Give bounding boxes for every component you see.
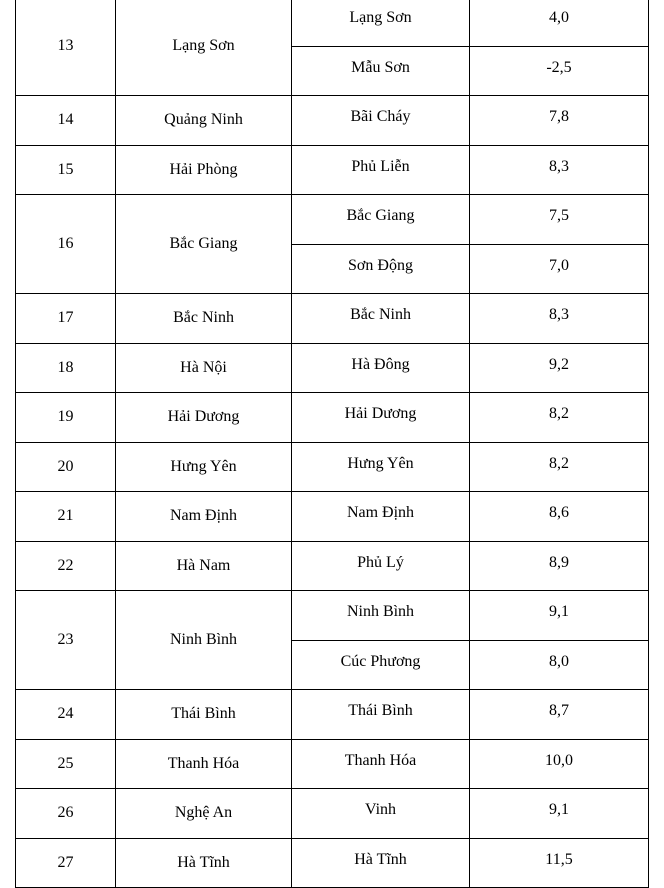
table-row — [16, 195, 649, 245]
station-cell: Phủ Liễn — [292, 145, 470, 195]
station-cell: Hà Tĩnh — [292, 838, 470, 888]
temperature-value-cell: 4,0 — [470, 0, 649, 46]
province-cell: Nghệ An — [116, 789, 292, 839]
temperature-value-cell: 8,7 — [470, 690, 649, 740]
temperature-value-cell: 8,2 — [470, 393, 649, 443]
province-cell: Ninh Bình — [116, 591, 292, 690]
station-cell: Bắc Ninh — [292, 294, 470, 344]
table-row — [16, 0, 649, 46]
temperature-value-cell: 9,1 — [470, 591, 649, 641]
province-cell: Quảng Ninh — [116, 96, 292, 146]
province-cell: Hà Nội — [116, 343, 292, 393]
province-cell: Hà Nam — [116, 541, 292, 591]
temperature-value-cell: 8,3 — [470, 294, 649, 344]
row-number-cell: 18 — [16, 343, 116, 393]
row-number-cell: 16 — [16, 195, 116, 294]
temperature-value-cell: 8,6 — [470, 492, 649, 542]
row-number-cell: 25 — [16, 739, 116, 789]
table-row — [16, 294, 649, 344]
station-cell: Sơn Động — [292, 244, 470, 294]
table-row — [16, 492, 649, 542]
temperature-value-cell: 8,2 — [470, 442, 649, 492]
row-number-cell: 14 — [16, 96, 116, 146]
station-cell: Bãi Cháy — [292, 96, 470, 146]
temperature-value-cell: 10,0 — [470, 739, 649, 789]
temperature-value-cell: 7,5 — [470, 195, 649, 245]
table-row — [16, 343, 649, 393]
station-cell: Vinh — [292, 789, 470, 839]
station-cell: Hà Đông — [292, 343, 470, 393]
row-number-cell: 17 — [16, 294, 116, 344]
table-row — [16, 145, 649, 195]
province-cell: Lạng Sơn — [116, 0, 292, 96]
temperature-table — [15, 0, 649, 888]
station-cell: Bắc Giang — [292, 195, 470, 245]
province-cell: Hưng Yên — [116, 442, 292, 492]
station-cell: Mẫu Sơn — [292, 46, 470, 96]
province-cell: Thanh Hóa — [116, 739, 292, 789]
temperature-value-cell: 7,0 — [470, 244, 649, 294]
row-number-cell: 13 — [16, 0, 116, 96]
table-row — [16, 789, 649, 839]
table-row — [16, 442, 649, 492]
row-number-cell: 20 — [16, 442, 116, 492]
station-cell: Ninh Bình — [292, 591, 470, 641]
row-number-cell: 21 — [16, 492, 116, 542]
temperature-value-cell: -2,5 — [470, 46, 649, 96]
table-row — [16, 96, 649, 146]
province-cell: Bắc Ninh — [116, 294, 292, 344]
temperature-value-cell: 9,1 — [470, 789, 649, 839]
row-number-cell: 22 — [16, 541, 116, 591]
row-number-cell: 27 — [16, 838, 116, 888]
station-cell: Hải Dương — [292, 393, 470, 443]
province-cell: Thái Bình — [116, 690, 292, 740]
row-number-cell: 23 — [16, 591, 116, 690]
temperature-value-cell: 8,3 — [470, 145, 649, 195]
station-cell: Thái Bình — [292, 690, 470, 740]
province-cell: Hà Tĩnh — [116, 838, 292, 888]
province-cell: Nam Định — [116, 492, 292, 542]
row-number-cell: 19 — [16, 393, 116, 443]
province-cell: Hải Phòng — [116, 145, 292, 195]
table-row — [16, 541, 649, 591]
table-row — [16, 591, 649, 641]
table-row — [16, 739, 649, 789]
province-cell: Hải Dương — [116, 393, 292, 443]
station-cell: Cúc Phương — [292, 640, 470, 690]
station-cell: Phủ Lý — [292, 541, 470, 591]
table-body — [16, 0, 649, 888]
row-number-cell: 26 — [16, 789, 116, 839]
station-cell: Nam Định — [292, 492, 470, 542]
table-row — [16, 393, 649, 443]
row-number-cell: 15 — [16, 145, 116, 195]
temperature-value-cell: 8,9 — [470, 541, 649, 591]
station-cell: Lạng Sơn — [292, 0, 470, 46]
table-row — [16, 838, 649, 888]
row-number-cell: 24 — [16, 690, 116, 740]
temperature-value-cell: 8,0 — [470, 640, 649, 690]
table-row — [16, 690, 649, 740]
station-cell: Thanh Hóa — [292, 739, 470, 789]
temperature-value-cell: 9,2 — [470, 343, 649, 393]
province-cell: Bắc Giang — [116, 195, 292, 294]
station-cell: Hưng Yên — [292, 442, 470, 492]
temperature-value-cell: 7,8 — [470, 96, 649, 146]
temperature-value-cell: 11,5 — [470, 838, 649, 888]
